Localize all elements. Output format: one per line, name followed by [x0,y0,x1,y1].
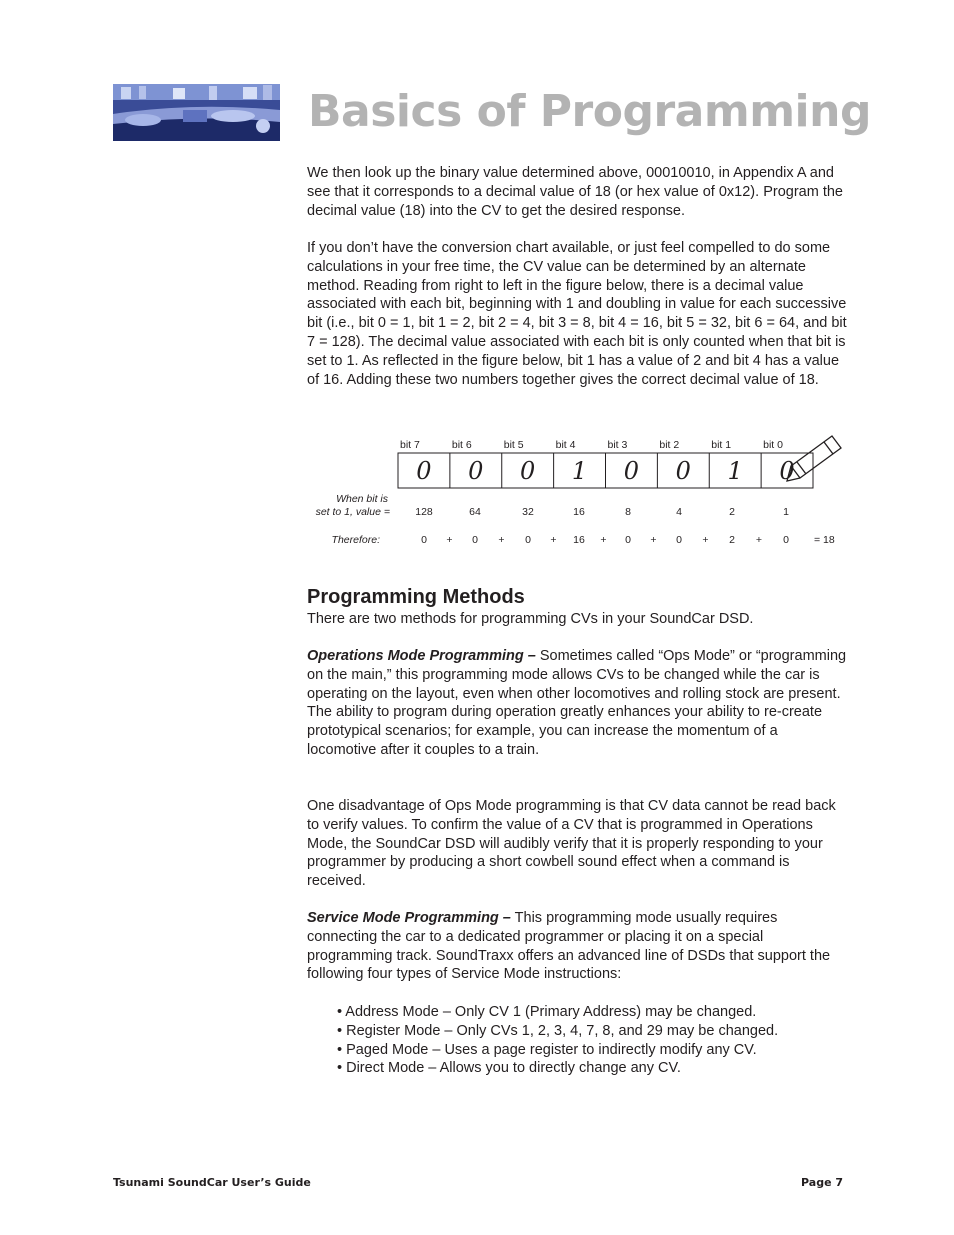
list-item: • Direct Mode – Allows you to directly change any CV. [337,1060,681,1077]
section-heading: Programming Methods [307,586,525,608]
operations-mode-lead: Operations Mode Programming – [307,648,536,664]
therefore-label: Therefore: [331,534,380,546]
paragraph-service-mode [307,909,847,984]
list-item: • Address Mode – Only CV 1 (Primary Address) may be changed. [337,1004,757,1020]
plus-sign: + [550,534,557,546]
value-label-line1: When bit is [336,493,388,505]
bit-value: 64 [469,506,481,518]
bit-value: 1 [783,506,789,518]
bit-label: bit 6 [451,439,472,451]
bit-label: bit 2 [659,439,680,451]
sum-term: 0 [625,534,631,546]
service-mode-lead: Service Mode Programming – [307,910,511,926]
list-item: • Register Mode – Only CVs 1, 2, 3, 4, 7, 8, and 29 may be changed. [337,1022,779,1039]
bit-label: bit 3 [607,439,628,451]
sum-row [332,534,835,546]
rail-yard-photo-graphic [113,84,280,141]
bit-value-row [316,493,790,518]
bit-label: bit 4 [555,439,576,451]
paragraph-operations-mode [307,647,847,760]
bit-labels [400,439,783,451]
plus-sign: + [600,534,607,546]
sum-term: 0 [421,534,427,546]
bit-state-digit: 0 [779,457,795,485]
sum-term: 16 [573,534,585,546]
header-photo [113,84,280,141]
bit-value: 8 [625,506,631,518]
bit-state-digit: 1 [571,457,588,485]
bit-state-digit: 0 [520,457,536,485]
paragraph-appendix-lookup: We then look up the binary value determined above, 00010010, in Appendix A and see that it corresponds to a decimal value of 18 (or hex value of 0x12). Program the decimal value (18) into the CV to get the desired response. [307,165,843,219]
plus-sign: + [650,534,657,546]
bit-state-digit: 1 [727,457,743,485]
plus-sign: + [755,534,763,546]
sum-term: 0 [472,534,478,546]
operations-mode-text: Sometimes called “Ops Mode” or “programming on the main,” this programming mode allows CVs to be changed while the car is operating on the layout, even when other locomotives and rolling stock are present. The ability to program during operation greatly enhances your ability to re-create prototypical scenarios; for example, you can increase the momentum of a locomotive after it couples to a train. [307,648,847,758]
value-label-line2: set to 1, value = [315,506,390,518]
sum-term: 0 [676,534,682,546]
section-intro: There are two methods for programming CVs in your SoundCar DSD. [307,611,754,627]
bit-label: bit 1 [711,439,732,451]
bit-value: 4 [676,506,682,518]
bit-state-digit: 0 [416,457,432,485]
plus-sign: + [446,534,453,546]
paragraph-alternate-method: If you don’t have the conversion chart available, or just feel compelled to do some calculations in your free time, the CV value can be determined by an alternate method. Reading from right to left in the figure below, there is a decimal value associated with each bit, beginning with 1 and doubling in value for each successive bit (i.e., bit 0 = 1, bit 1 = 2, bit 2 = 4, bit 3 = 8, bit 4 = 16, bit 5 = 32, bit 6 = 64, and bit 7 = 128). The decimal value associated with each bit is only counted when that bit is set to 1. As reflected in the figure below, bit 1 has a value of 2 and bit 4 has a value of 16. Adding these two numbers together gives the correct decimal value of 18. [307,240,847,388]
plus-sign: + [702,534,709,546]
sum-term: 2 [729,534,735,546]
bit-value: 16 [573,506,585,518]
service-mode-list [337,1003,778,1078]
footer-page-number: Page 7 [801,1176,844,1189]
pencil-icon [787,436,841,481]
bit-state-digit: 0 [468,457,484,485]
plus-sign: + [498,534,505,546]
list-item: • Paged Mode – Uses a page register to indirectly modify any CV. [337,1041,757,1058]
bit-value: 32 [522,506,534,518]
bit-state-digit: 0 [675,457,691,485]
sum-term: 0 [525,534,531,546]
sum-result: = 18 [814,534,835,546]
bit-state-digit: 0 [623,457,640,485]
sum-term: 0 [783,534,789,546]
bit-label: bit 7 [400,439,420,451]
paragraph-ops-disadvantage: One disadvantage of Ops Mode programming is that CV data cannot be read back to verify values. To confirm the value of a CV that is programmed in Operations Mode, the SoundCar DSD will audibly verify that it is properly responding to your programmer by producing a short cowbell sound effect when a command is received. [307,798,836,890]
footer-guide-title: Tsunami SoundCar User’s Guide [113,1176,311,1189]
bit-boxes [398,453,813,488]
bit-value-figure [300,428,850,558]
page-title: Basics of Programming [308,86,871,137]
service-mode-text: This programming mode usually requires connecting the car to a dedicated programmer or placing it on a special programming track. SoundTraxx offers an advanced line of DSDs that support the following four types of Service Mode instructions: [307,910,831,983]
bit-label: bit 0 [763,439,783,451]
bit-label: bit 5 [503,439,524,451]
bit-value: 128 [415,506,433,518]
bit-value: 2 [729,506,735,518]
